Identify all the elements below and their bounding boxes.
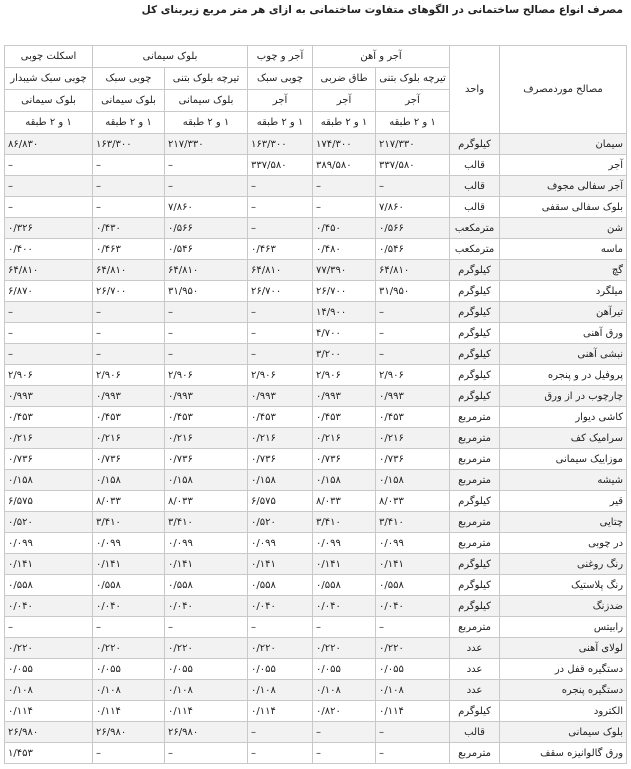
header-subcell: چوبی سبک <box>93 68 165 90</box>
value-cell: ۰/۲۱۶ <box>313 428 376 449</box>
value-cell: ۳/۲۰۰ <box>313 344 376 365</box>
value-cell: ۰/۹۹۳ <box>376 386 450 407</box>
header-subcell: بلوک سیمانی <box>165 90 248 112</box>
value-cell: ۸/۰۳۳ <box>165 491 248 512</box>
material-name: الکترود <box>500 701 627 722</box>
value-cell: – <box>313 176 376 197</box>
header-subcell: ۱ و ۲ طبقه <box>93 112 165 134</box>
table-row <box>5 617 627 638</box>
value-cell: ۲۶/۷۰۰ <box>248 281 313 302</box>
value-cell: – <box>248 176 313 197</box>
value-cell: ۶/۵۷۵ <box>5 491 93 512</box>
materials-table <box>4 45 627 764</box>
value-cell: ۰/۰۵۵ <box>376 659 450 680</box>
value-cell: ۲/۹۰۶ <box>5 365 93 386</box>
header-subcell: ۱ و ۲ طبقه <box>5 112 93 134</box>
value-cell: ۲/۹۰۶ <box>313 365 376 386</box>
value-cell: ۰/۱۰۸ <box>248 680 313 701</box>
value-cell: ۰/۱۱۴ <box>165 701 248 722</box>
value-cell: – <box>248 302 313 323</box>
value-cell: ۰/۰۴۰ <box>248 596 313 617</box>
value-cell: – <box>93 155 165 176</box>
material-name: رنگ روغنی <box>500 554 627 575</box>
unit-cell: قالب <box>450 722 500 743</box>
material-name: گچ <box>500 260 627 281</box>
value-cell: ۰/۰۵۵ <box>5 659 93 680</box>
value-cell: ۰/۱۴۱ <box>5 554 93 575</box>
material-name: بلوک سفالی سقفی <box>500 197 627 218</box>
value-cell: ۶۴/۸۱۰ <box>5 260 93 281</box>
value-cell: – <box>5 176 93 197</box>
value-cell: ۲۱۷/۳۳۰ <box>165 134 248 155</box>
value-cell: – <box>5 197 93 218</box>
header-unit: واحد <box>450 46 500 134</box>
value-cell: ۰/۵۵۸ <box>93 575 165 596</box>
value-cell: – <box>376 344 450 365</box>
unit-cell: مترمربع <box>450 449 500 470</box>
value-cell: – <box>165 302 248 323</box>
value-cell: ۶/۸۷۰ <box>5 281 93 302</box>
table-row <box>5 491 627 512</box>
table-row <box>5 722 627 743</box>
table-row <box>5 281 627 302</box>
material-name: شیشه <box>500 470 627 491</box>
value-cell: ۰/۷۳۶ <box>93 449 165 470</box>
material-name: کاشی دیوار <box>500 407 627 428</box>
header-group: بلوک سیمانی <box>93 46 248 68</box>
value-cell: ۳۱/۹۵۰ <box>376 281 450 302</box>
material-name: تیرآهن <box>500 302 627 323</box>
material-name: ورق گالوانیزه سقف <box>500 743 627 764</box>
value-cell: – <box>165 155 248 176</box>
unit-cell: مترمربع <box>450 407 500 428</box>
value-cell: ۳۳۷/۵۸۰ <box>248 155 313 176</box>
value-cell: ۳/۴۱۰ <box>376 512 450 533</box>
value-cell: ۰/۸۲۰ <box>313 701 376 722</box>
value-cell: ۷/۸۶۰ <box>376 197 450 218</box>
value-cell: ۰/۴۰۰ <box>5 239 93 260</box>
value-cell: ۲۶/۷۰۰ <box>313 281 376 302</box>
value-cell: ۰/۵۲۰ <box>248 512 313 533</box>
value-cell: ۰/۲۱۶ <box>165 428 248 449</box>
header-subcell: چوبی سبک شیبدار <box>5 68 93 90</box>
value-cell: ۲/۹۰۶ <box>93 365 165 386</box>
unit-cell: قالب <box>450 155 500 176</box>
unit-cell: قالب <box>450 197 500 218</box>
unit-cell: کیلوگرم <box>450 260 500 281</box>
value-cell: ۰/۰۵۵ <box>165 659 248 680</box>
unit-cell: مترمربع <box>450 743 500 764</box>
value-cell: – <box>93 197 165 218</box>
value-cell: ۰/۷۳۶ <box>165 449 248 470</box>
material-name: چتایی <box>500 512 627 533</box>
value-cell: – <box>93 302 165 323</box>
table-row <box>5 533 627 554</box>
value-cell: ۰/۰۴۰ <box>165 596 248 617</box>
value-cell: ۰/۵۲۰ <box>5 512 93 533</box>
value-cell: ۰/۰۹۹ <box>376 533 450 554</box>
value-cell: ۰/۴۵۳ <box>5 407 93 428</box>
value-cell: ۰/۰۵۵ <box>313 659 376 680</box>
material-name: چارچوب در از ورق <box>500 386 627 407</box>
value-cell: ۰/۹۹۳ <box>93 386 165 407</box>
value-cell: ۰/۲۲۰ <box>165 638 248 659</box>
table-row <box>5 407 627 428</box>
header-subcell: بلوک سیمانی <box>5 90 93 112</box>
value-cell: ۰/۰۴۰ <box>93 596 165 617</box>
material-name: در چوبی <box>500 533 627 554</box>
value-cell: ۰/۱۴۱ <box>313 554 376 575</box>
value-cell: ۸۶/۸۳۰ <box>5 134 93 155</box>
table-row <box>5 197 627 218</box>
value-cell: ۰/۹۹۳ <box>248 386 313 407</box>
header-material: مصالح موردمصرف <box>500 46 627 134</box>
value-cell: ۰/۱۴۱ <box>93 554 165 575</box>
unit-cell: عدد <box>450 638 500 659</box>
value-cell: – <box>376 617 450 638</box>
value-cell: ۰/۴۵۳ <box>93 407 165 428</box>
material-name: شن <box>500 218 627 239</box>
value-cell: ۳/۴۱۰ <box>313 512 376 533</box>
value-cell: ۰/۲۱۶ <box>248 428 313 449</box>
unit-cell: مترمکعب <box>450 218 500 239</box>
value-cell: ۰/۰۵۵ <box>248 659 313 680</box>
material-name: قیر <box>500 491 627 512</box>
value-cell: ۰/۰۹۹ <box>5 533 93 554</box>
table-row <box>5 596 627 617</box>
value-cell: ۰/۳۲۶ <box>5 218 93 239</box>
material-name: میلگرد <box>500 281 627 302</box>
value-cell: ۰/۵۴۶ <box>376 239 450 260</box>
unit-cell: مترمربع <box>450 428 500 449</box>
value-cell: ۱۷۴/۳۰۰ <box>313 134 376 155</box>
value-cell: ۰/۲۲۰ <box>5 638 93 659</box>
value-cell: ۰/۰۴۰ <box>5 596 93 617</box>
header-group: آجر و آهن <box>313 46 450 68</box>
value-cell: ۰/۵۵۸ <box>5 575 93 596</box>
value-cell: ۲۱۷/۳۳۰ <box>376 134 450 155</box>
value-cell: ۰/۱۵۸ <box>93 470 165 491</box>
value-cell: ۰/۱۴۱ <box>248 554 313 575</box>
material-name: پروفیل در و پنجره <box>500 365 627 386</box>
table-row <box>5 575 627 596</box>
header-group: آجر و چوب <box>248 46 313 68</box>
value-cell: – <box>5 155 93 176</box>
value-cell: ۲۶/۷۰۰ <box>93 281 165 302</box>
header-group: اسکلت چوبی <box>5 46 93 68</box>
unit-cell: کیلوگرم <box>450 134 500 155</box>
value-cell: ۰/۱۱۴ <box>5 701 93 722</box>
value-cell: ۰/۴۸۰ <box>313 239 376 260</box>
table-row <box>5 386 627 407</box>
material-name: موزاییک سیمانی <box>500 449 627 470</box>
value-cell: ۰/۷۳۶ <box>376 449 450 470</box>
value-cell: ۸/۰۳۳ <box>93 491 165 512</box>
value-cell: – <box>5 323 93 344</box>
table-row <box>5 638 627 659</box>
value-cell: ۶۴/۸۱۰ <box>93 260 165 281</box>
value-cell: – <box>165 344 248 365</box>
value-cell: ۷۷/۳۹۰ <box>313 260 376 281</box>
value-cell: ۰/۷۳۶ <box>313 449 376 470</box>
material-name: رنگ پلاستیک <box>500 575 627 596</box>
table-row <box>5 134 627 155</box>
table-row <box>5 428 627 449</box>
value-cell: ۰/۲۱۶ <box>93 428 165 449</box>
value-cell: ۰/۱۱۴ <box>376 701 450 722</box>
value-cell: ۰/۰۹۹ <box>313 533 376 554</box>
value-cell: – <box>93 176 165 197</box>
value-cell: ۰/۵۵۸ <box>165 575 248 596</box>
value-cell: – <box>5 302 93 323</box>
value-cell: – <box>248 617 313 638</box>
unit-cell: کیلوگرم <box>450 491 500 512</box>
unit-cell: کیلوگرم <box>450 386 500 407</box>
value-cell: ۳/۴۱۰ <box>165 512 248 533</box>
value-cell: ۰/۰۹۹ <box>165 533 248 554</box>
value-cell: ۰/۱۴۱ <box>165 554 248 575</box>
value-cell: ۰/۱۵۸ <box>313 470 376 491</box>
header-subcell: ۱ و ۲ طبقه <box>313 112 376 134</box>
value-cell: ۰/۰۹۹ <box>93 533 165 554</box>
value-cell: ۰/۷۳۶ <box>248 449 313 470</box>
material-name: ماسه <box>500 239 627 260</box>
value-cell: ۷/۸۶۰ <box>165 197 248 218</box>
value-cell: – <box>313 743 376 764</box>
value-cell: ۰/۴۵۳ <box>248 407 313 428</box>
value-cell: ۲۶/۹۸۰ <box>165 722 248 743</box>
header-subcell: ۱ و ۲ طبقه <box>165 112 248 134</box>
header-subcell: تیرچه بلوک بتنی <box>376 68 450 90</box>
unit-cell: کیلوگرم <box>450 365 500 386</box>
value-cell: – <box>248 197 313 218</box>
value-cell: – <box>376 722 450 743</box>
header-row-groups <box>5 46 627 68</box>
value-cell: ۰/۴۶۳ <box>248 239 313 260</box>
value-cell: – <box>376 743 450 764</box>
value-cell: – <box>93 617 165 638</box>
value-cell: ۱۶۳/۳۰۰ <box>93 134 165 155</box>
value-cell: ۰/۱۵۸ <box>165 470 248 491</box>
value-cell: ۲/۹۰۶ <box>376 365 450 386</box>
value-cell: ۰/۱۰۸ <box>165 680 248 701</box>
value-cell: ۲/۹۰۶ <box>165 365 248 386</box>
header-subcell: بلوک سیمانی <box>93 90 165 112</box>
unit-cell: مترمربع <box>450 512 500 533</box>
value-cell: ۰/۲۲۰ <box>313 638 376 659</box>
value-cell: – <box>313 722 376 743</box>
value-cell: ۰/۹۹۳ <box>165 386 248 407</box>
material-name: دستگیره پنجره <box>500 680 627 701</box>
unit-cell: کیلوگرم <box>450 323 500 344</box>
value-cell: – <box>376 302 450 323</box>
table-row <box>5 680 627 701</box>
value-cell: ۱۴/۹۰۰ <box>313 302 376 323</box>
value-cell: ۰/۲۲۰ <box>376 638 450 659</box>
value-cell: ۰/۹۹۳ <box>313 386 376 407</box>
value-cell: – <box>5 344 93 365</box>
value-cell: ۳/۴۱۰ <box>93 512 165 533</box>
material-name: لولای آهنی <box>500 638 627 659</box>
value-cell: ۰/۷۳۶ <box>5 449 93 470</box>
unit-cell: کیلوگرم <box>450 596 500 617</box>
value-cell: ۶۴/۸۱۰ <box>165 260 248 281</box>
value-cell: – <box>165 617 248 638</box>
value-cell: ۸/۰۳۳ <box>376 491 450 512</box>
table-row <box>5 344 627 365</box>
table-row <box>5 155 627 176</box>
table-row <box>5 302 627 323</box>
value-cell: ۰/۲۱۶ <box>376 428 450 449</box>
value-cell: ۰/۰۹۹ <box>248 533 313 554</box>
table-row <box>5 323 627 344</box>
material-name: ضدزنگ <box>500 596 627 617</box>
value-cell: – <box>165 176 248 197</box>
material-name: نبشی آهنی <box>500 344 627 365</box>
value-cell: ۰/۴۵۰ <box>313 218 376 239</box>
header-subcell: آجر <box>376 90 450 112</box>
value-cell: – <box>165 323 248 344</box>
unit-cell: عدد <box>450 680 500 701</box>
material-name: بلوک سیمانی <box>500 722 627 743</box>
value-cell: ۰/۰۵۵ <box>93 659 165 680</box>
unit-cell: کیلوگرم <box>450 575 500 596</box>
value-cell: ۳۸۹/۵۸۰ <box>313 155 376 176</box>
value-cell: – <box>248 743 313 764</box>
value-cell: – <box>93 743 165 764</box>
material-name: آجر <box>500 155 627 176</box>
value-cell: – <box>248 722 313 743</box>
unit-cell: قالب <box>450 176 500 197</box>
value-cell: ۰/۰۴۰ <box>376 596 450 617</box>
table-header <box>5 46 627 134</box>
unit-cell: مترمربع <box>450 617 500 638</box>
value-cell: – <box>313 617 376 638</box>
value-cell: ۰/۵۶۶ <box>376 218 450 239</box>
value-cell: ۰/۴۵۳ <box>313 407 376 428</box>
table-row <box>5 239 627 260</box>
unit-cell: کیلوگرم <box>450 701 500 722</box>
value-cell: ۰/۱۵۸ <box>248 470 313 491</box>
value-cell: – <box>5 617 93 638</box>
table-row <box>5 554 627 575</box>
value-cell: ۱۶۳/۳۰۰ <box>248 134 313 155</box>
material-name: آجر سفالی مجوف <box>500 176 627 197</box>
header-subcell: آجر <box>313 90 376 112</box>
value-cell: ۶۴/۸۱۰ <box>248 260 313 281</box>
value-cell: ۴/۷۰۰ <box>313 323 376 344</box>
value-cell: ۰/۱۱۴ <box>248 701 313 722</box>
unit-cell: مترمربع <box>450 533 500 554</box>
unit-cell: مترمربع <box>450 470 500 491</box>
table-row <box>5 218 627 239</box>
value-cell: ۰/۵۵۸ <box>248 575 313 596</box>
value-cell: – <box>93 344 165 365</box>
value-cell: ۳۳۷/۵۸۰ <box>376 155 450 176</box>
value-cell: ۰/۱۵۸ <box>5 470 93 491</box>
unit-cell: کیلوگرم <box>450 554 500 575</box>
value-cell: ۲۶/۹۸۰ <box>5 722 93 743</box>
value-cell: – <box>165 743 248 764</box>
value-cell: ۶۴/۸۱۰ <box>376 260 450 281</box>
value-cell: – <box>376 323 450 344</box>
material-name: سیمان <box>500 134 627 155</box>
unit-cell: کیلوگرم <box>450 344 500 365</box>
value-cell: ۲/۹۰۶ <box>248 365 313 386</box>
value-cell: – <box>248 323 313 344</box>
value-cell: ۰/۲۱۶ <box>5 428 93 449</box>
table-row <box>5 512 627 533</box>
value-cell: ۰/۲۲۰ <box>93 638 165 659</box>
material-name: ورق آهنی <box>500 323 627 344</box>
material-name: سرامیک کف <box>500 428 627 449</box>
value-cell: ۰/۵۶۶ <box>165 218 248 239</box>
table-body <box>5 134 627 764</box>
value-cell: ۳۱/۹۵۰ <box>165 281 248 302</box>
unit-cell: کیلوگرم <box>450 281 500 302</box>
value-cell: – <box>93 323 165 344</box>
value-cell: ۰/۴۵۳ <box>165 407 248 428</box>
table-row <box>5 743 627 764</box>
page-title: مصرف انواع مصالح ساختمانی در الگوهای متفاوت ساختمانی به ازای هر متر مربع زیربنای کل <box>141 4 623 16</box>
material-name: رابیتس <box>500 617 627 638</box>
unit-cell: عدد <box>450 659 500 680</box>
value-cell: ۰/۴۵۳ <box>376 407 450 428</box>
value-cell: ۰/۴۳۰ <box>93 218 165 239</box>
header-subcell: تیرچه بلوک بتنی <box>165 68 248 90</box>
table-row <box>5 176 627 197</box>
value-cell: ۰/۵۴۶ <box>165 239 248 260</box>
value-cell: ۸/۰۳۳ <box>313 491 376 512</box>
header-subcell: ۱ و ۲ طبقه <box>248 112 313 134</box>
value-cell: ۰/۱۰۸ <box>376 680 450 701</box>
value-cell: ۰/۱۵۸ <box>376 470 450 491</box>
table-row <box>5 470 627 491</box>
value-cell: – <box>248 218 313 239</box>
value-cell: ۱/۴۵۳ <box>5 743 93 764</box>
value-cell: ۰/۰۴۰ <box>313 596 376 617</box>
unit-cell: کیلوگرم <box>450 302 500 323</box>
value-cell: ۰/۱۰۸ <box>93 680 165 701</box>
table-row <box>5 701 627 722</box>
header-subcell: چوبی سبک <box>248 68 313 90</box>
value-cell: – <box>313 197 376 218</box>
value-cell: ۰/۱۴۱ <box>376 554 450 575</box>
table-row <box>5 260 627 281</box>
value-cell: ۰/۱۱۴ <box>93 701 165 722</box>
value-cell: ۰/۵۵۸ <box>313 575 376 596</box>
value-cell: – <box>248 344 313 365</box>
table-row <box>5 449 627 470</box>
material-name: دستگیره قفل در <box>500 659 627 680</box>
value-cell: ۶/۵۷۵ <box>248 491 313 512</box>
value-cell: ۰/۱۰۸ <box>5 680 93 701</box>
value-cell: ۰/۵۵۸ <box>376 575 450 596</box>
value-cell: ۰/۲۲۰ <box>248 638 313 659</box>
value-cell: ۰/۱۰۸ <box>313 680 376 701</box>
value-cell: – <box>376 176 450 197</box>
value-cell: ۰/۴۶۳ <box>93 239 165 260</box>
header-subcell: ۱ و ۲ طبقه <box>376 112 450 134</box>
value-cell: ۲۶/۹۸۰ <box>93 722 165 743</box>
unit-cell: مترمکعب <box>450 239 500 260</box>
header-subcell: طاق ضربی <box>313 68 376 90</box>
value-cell: ۰/۹۹۳ <box>5 386 93 407</box>
table-row <box>5 365 627 386</box>
header-subcell: آجر <box>248 90 313 112</box>
table-row <box>5 659 627 680</box>
